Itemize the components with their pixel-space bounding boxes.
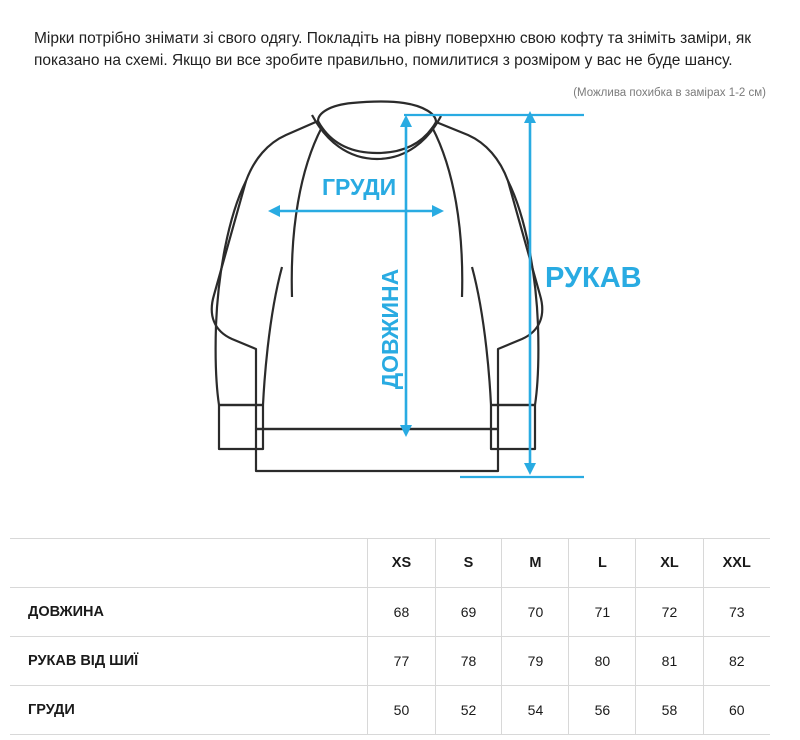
cell-value: 73: [703, 588, 770, 637]
cell-value: 71: [569, 588, 636, 637]
cell-value: 79: [502, 637, 569, 686]
cell-value: 77: [368, 637, 435, 686]
cell-value: 58: [636, 686, 703, 735]
table-row: [10, 637, 770, 686]
row-label: РУКАВ ВІД ШИЇ: [10, 637, 368, 686]
cell-value: 81: [636, 637, 703, 686]
intro-paragraph: Мірки потрібно знімати зі свого одягу. Покладіть на рівну поверхню свою кофту та зніміть заміри, як показано на схемі. Якщо ви все зробите правильно, помилитися з розміром у вас не буде шансу.: [34, 30, 751, 70]
sleeve-label: РУКАВ: [545, 261, 642, 294]
chest-label: ГРУДИ: [322, 173, 397, 200]
row-label: ГРУДИ: [10, 686, 368, 735]
header-measurement: [10, 539, 368, 588]
measurement-tolerance-note: (Можлива похибка в замірах 1-2 см): [573, 86, 766, 99]
size-table: [10, 538, 770, 735]
table-row: [10, 686, 770, 735]
sweatshirt-diagram: [0, 99, 800, 494]
cell-value: 60: [703, 686, 770, 735]
header-size-xl: XL: [636, 539, 703, 588]
cell-value: 72: [636, 588, 703, 637]
header-size-m: M: [502, 539, 569, 588]
table-row: [10, 588, 770, 637]
cell-value: 56: [569, 686, 636, 735]
cell-value: 54: [502, 686, 569, 735]
row-label: ДОВЖИНА: [10, 588, 368, 637]
header-size-s: S: [435, 539, 502, 588]
header-size-xs: XS: [368, 539, 435, 588]
cell-value: 69: [435, 588, 502, 637]
cell-value: 80: [569, 637, 636, 686]
table-header-row: [10, 539, 770, 588]
cell-value: 82: [703, 637, 770, 686]
cell-value: 50: [368, 686, 435, 735]
cell-value: 78: [435, 637, 502, 686]
cell-value: 70: [502, 588, 569, 637]
cell-value: 68: [368, 588, 435, 637]
cell-value: 52: [435, 686, 502, 735]
length-label: ДОВЖИНА: [377, 268, 403, 390]
size-table-container: [10, 538, 770, 735]
header-size-xxl: XXL: [703, 539, 770, 588]
header-size-l: L: [569, 539, 636, 588]
